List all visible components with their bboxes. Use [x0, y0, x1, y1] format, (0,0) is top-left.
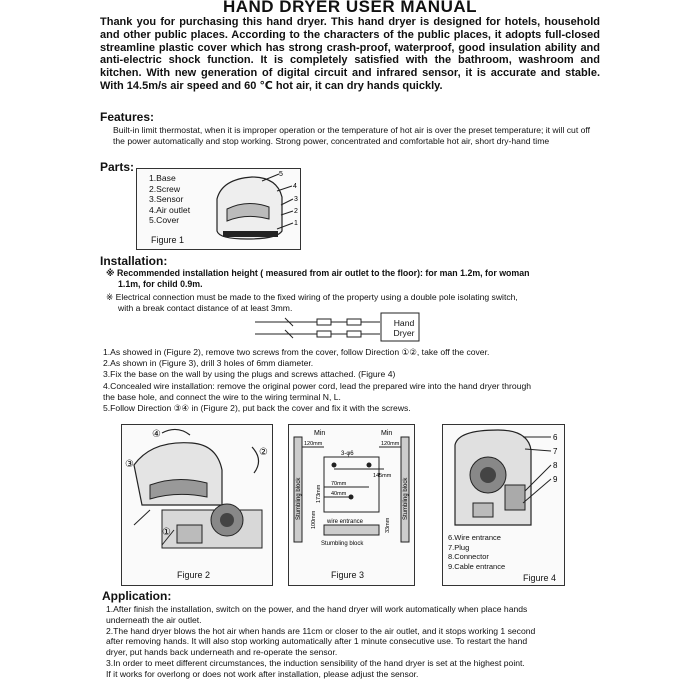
figure-2 [121, 424, 273, 586]
callout-6: 6 [553, 433, 558, 442]
application-line: 3.In order to meet different circumstances, the induction sensibility of the hand dryer is set at the highest point. [106, 657, 525, 668]
callout-7: 7 [553, 447, 558, 456]
install-steps [103, 347, 531, 414]
part-item: 4.Air outlet [149, 204, 191, 215]
dim-40: 40mm [331, 491, 347, 497]
direction-3: ③ [125, 459, 134, 470]
min-left: Min [314, 430, 326, 437]
application-line: 2.The hand dryer blows the hot air when hands are 11cm or closer to the air outlet, and it stops working 1 second [106, 625, 536, 636]
application-lines [106, 604, 535, 680]
stumbling-block-bottom: Stumbling block [321, 541, 364, 547]
dim-173: 173mm [316, 484, 322, 503]
install-step: 1.As showed in (Figure 2), remove two screws from the cover, follow Direction ①②, take off the cover. [103, 347, 490, 357]
direction-2: ② [259, 447, 268, 458]
install-note-1: ※ Recommended installation height ( measured from air outlet to the floor): for man 1.2m, for woman [106, 268, 530, 278]
application-line: If it works for overlong or does not work after installation, please adjust the sensor. [106, 668, 419, 679]
legend-item: 9.Cable entrance [448, 561, 506, 571]
page-title: HAND DRYER USER MANUAL [222, 0, 478, 16]
callout-8: 8 [553, 461, 558, 470]
cover-removal-illustration [122, 425, 272, 585]
dim-120-right: 120mm [381, 441, 400, 447]
part-item: 1.Base [149, 173, 176, 183]
stumbling-block-right: Stumbling block [403, 477, 409, 520]
install-step: 4.Concealed wire installation: remove the original power cord, lead the prepared wire into the hand dryer through [103, 380, 532, 391]
callout-2: 2 [294, 208, 298, 215]
install-note-2: ※ Electrical connection must be made to the fixed wiring of the property using a double pole isolating switch, [106, 292, 518, 302]
dim-100: 100mm [311, 510, 317, 529]
installation-heading: Installation: [100, 254, 168, 268]
figure-4-caption: Figure 4 [523, 573, 557, 583]
application-line: after removing hands. It will also stop working automatically after 1 minute consecutive use. To restart the hand [106, 636, 528, 647]
direction-4: ④ [152, 429, 161, 440]
callout-9: 9 [553, 475, 558, 484]
application-line: underneath the air outlet. [106, 614, 202, 625]
parts-list [149, 173, 190, 226]
application-heading: Application: [102, 589, 172, 603]
figure-4-legend [448, 533, 505, 571]
box-line-1: Hand [393, 318, 415, 328]
dim-145: 145mm [373, 473, 392, 479]
direction-1: ① [162, 527, 171, 538]
hand-dryer-box-label [389, 318, 419, 338]
dim-phi: 3-φ6 [341, 451, 354, 457]
stumbling-block-left: Stumbling block [296, 477, 302, 520]
drilling-diagram [289, 425, 414, 585]
callout-5: 5 [279, 171, 283, 178]
install-note-1b: 1.1m, for child 0.9m. [118, 279, 203, 289]
callout-4: 4 [293, 183, 297, 190]
install-step: the base hole, and connect the wire to the wiring terminal N, L. [103, 391, 341, 402]
box-line-2: Dryer [393, 328, 415, 338]
wire-entrance-label: wire entrance [327, 519, 364, 525]
part-item: 5.Cover [149, 215, 180, 225]
parts-heading: Parts: [100, 160, 135, 174]
install-step: 2.As shown in (Figure 3), drill 3 holes of 6mm diameter. [103, 358, 314, 369]
hand-dryer-illustration [207, 169, 300, 249]
part-item: 2.Screw [149, 183, 181, 194]
intro-paragraph: Thank you for purchasing this hand dryer. This hand dryer is designed for hotels, household and other public places. According to the characters of the public places, it adopts full-closed streamline plastic cover which has strong crash-proof, waterproof, good insulation ability and anti-electric shock function. It is completely satisfied with the bathroom, washroom and kitchen. With new generation of digital circuit and infrared sensor, it is accurate and stable. With 14.5m/s air speed and 60 ℃ hot air, it can dry hands quickly. [100, 16, 600, 92]
legend-item: 6.Wire entrance [448, 533, 501, 542]
features-heading: Features: [100, 110, 155, 124]
figure-2-caption: Figure 2 [177, 570, 211, 580]
part-item: 3.Sensor [149, 194, 184, 204]
application-line: 1.After finish the installation, switch on the power, and the hand dryer will work automatically when place hands [106, 604, 528, 614]
callout-1: 1 [294, 220, 298, 227]
figure-1 [136, 168, 301, 250]
install-step: 3.Fix the base on the wall by using the plugs and screws attached. (Figure 4) [103, 369, 396, 380]
application-line: dryer, put hands back underneath and re-operate the sensor. [106, 647, 338, 658]
dim-70: 70mm [331, 481, 347, 487]
legend-item: 8.Connector [448, 552, 489, 561]
figure-4 [442, 424, 565, 586]
legend-item: 7.Plug [448, 542, 470, 552]
figure-3-caption: Figure 3 [331, 570, 365, 580]
features-text: Built-in limit thermostat, when it is improper operation or the temperature of hot air is over the preset temperature; it will cut off the power automatically and stop working. Strong power, concentrated and comfortable hot air, short dry-hand time [113, 125, 591, 146]
min-right: Min [381, 430, 393, 437]
callout-3: 3 [294, 196, 298, 203]
dim-120-left: 120mm [304, 441, 323, 447]
install-step: 5.Follow Direction ③④ in (Figure 2), put back the cover and fix it with the screws. [103, 403, 411, 414]
figure-3 [288, 424, 415, 586]
figure-1-caption: Figure 1 [151, 235, 185, 245]
dim-33: 33mm [385, 517, 391, 533]
install-note-2b: with a break contact distance of at least 3mm. [118, 303, 293, 313]
